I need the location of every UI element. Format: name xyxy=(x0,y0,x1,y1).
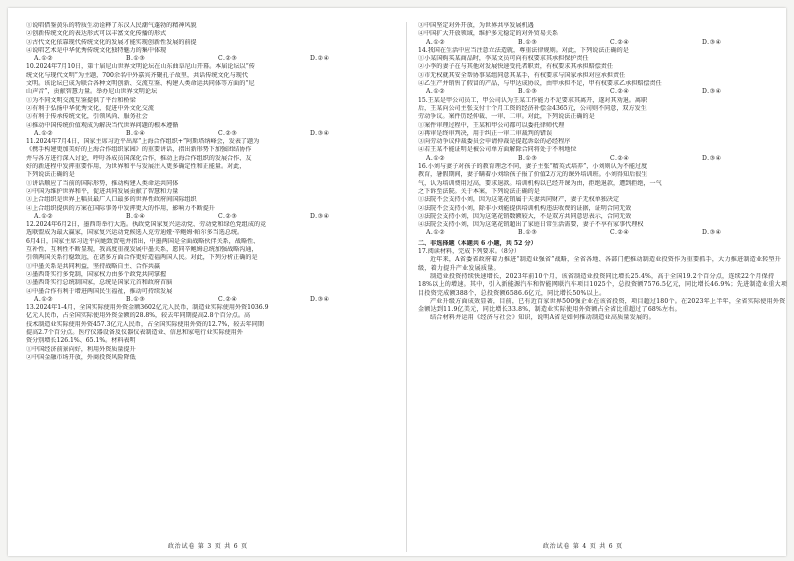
q16-stem-line: 之下诉至法院。关于本案，下列说法正确的是 xyxy=(418,187,540,195)
answer-choice: B.①③ xyxy=(126,55,146,63)
answer-choice: D.③④ xyxy=(310,129,330,137)
q14-option: ④乙生产并销售了假冒的产品，与甲达成协议，由甲承担不足，甲有权要求乙承担赔偿责任 xyxy=(418,80,662,88)
q17-paragraph: 制造业投资持续快速增长，2023年前10个月，该省制造业投资同比增长25.4%，高于全国19.2个百分点，连续22个月保持18%以上的增速。其中，引入新能源汽车和智能网联汽车项目1025个，总投资额7576.5亿元，同比增长46.9%；先进制造业重大项目投资完成额388个，总投资额6586.6亿元，同比增长50%以上。 xyxy=(418,272,788,297)
q15-option: ④若王某不能证明是被公司单方面解除合同将处于不利地位 xyxy=(418,146,577,154)
q13-answer-choices xyxy=(418,39,788,47)
q17-paragraph: 产业升级方面成效显著，目前，已有近百家世界500强企业在该省投资，项目超过180个。在2023年上半年，全省实际使用外资金额达到11.9亿美元，同比增长33.8%，制造业实际使用外资额占全省比重超过了68%左右。 xyxy=(418,297,786,314)
q10-answer-choices xyxy=(26,130,396,138)
q10-stem-line: 山声音”，贡献智慧力量。举办尼山世界文明论坛 xyxy=(26,88,158,96)
q9-option-3: ③古代文化依靠现代传统文化的发展才能实现创新性发展的前提 xyxy=(26,38,197,46)
answer-choice: B.①③ xyxy=(518,88,538,96)
page-divider xyxy=(406,22,407,552)
q14-stem-line: 14.我国在生活中应当注意立法造就，尊重法律规则。对此，下列说法正确的是 xyxy=(418,46,629,54)
exam-page-3 xyxy=(26,22,396,542)
q9-option-2: ②创新传统文化的表达形式可以丰富文化传播的形式 xyxy=(26,30,167,38)
answer-choice: A.①② xyxy=(34,212,54,220)
q9-option-1: ①说唱借鉴黄乐的特质生动诠释了东汉人民潮气蓬勃的精神风貌 xyxy=(26,22,197,29)
answer-choice: C.②③ xyxy=(218,129,238,137)
q10-option: ①为不同文明交流互鉴提供了平台和桥梁 xyxy=(26,96,136,104)
q13-option: ②中国金融市场开放，外商投资风险降低 xyxy=(26,353,136,361)
answer-choice: C.②③ xyxy=(218,55,238,63)
answer-choice: D.③④ xyxy=(702,88,722,96)
q14-answer-choices xyxy=(418,88,788,96)
q16-stem-line: 教育，暑假期间，妻子瞒着小刘给孩子报了价值2万元的课外培训班。小刘得知后很生 xyxy=(418,171,648,179)
q16-answer-choices xyxy=(418,229,788,237)
q12-option: ③墨西哥实行总统制国家，总统是国家元首和政府首脑 xyxy=(26,279,173,287)
q15-option: ③向劳动争议仲裁委员会申请仲裁是提起诉讼的必经程序 xyxy=(418,138,571,146)
answer-choice: C.②③ xyxy=(218,212,238,220)
answer-choice: D.③④ xyxy=(310,295,330,303)
answer-choice: A.①② xyxy=(426,229,446,237)
q13-option: ①中国经济前景向好，利用外资质量提升 xyxy=(26,345,136,353)
q11-option: ①讲话顺应了当前的国际形势，推动构建人类命运共同体 xyxy=(26,179,179,187)
q12-answer-choices xyxy=(26,296,396,304)
q11-option: ②中国为维护世界和平，促进共同发展贡献了智慧和力量 xyxy=(26,187,179,195)
q13-stem-line: 亿元人民币，占全国实际使用外资金额的28.8%，较去年同期提高2.8个百分点。高 xyxy=(26,312,251,320)
q12-option: ②墨西哥实行多党制，国家权力由多个政党共同掌握 xyxy=(26,270,167,278)
page-3-footer: 政治试卷 第 3 页 共 6 页 xyxy=(168,543,248,550)
q13-stem-line: 资分别增长126.1%、65.1%。材料表明 xyxy=(26,337,136,345)
answer-choice: C.②④ xyxy=(610,38,630,46)
q13-stem-line: 技术制造业实际使用外资457.3亿元人民币，占全国实际使用外资的12.7%，较去年同期 xyxy=(26,320,264,328)
q12-stem-line: 选联盟成为最大赢家，国家复兴运动党候选人克劳迪娅·辛鲍姆·帕尔多当选总统。 xyxy=(26,229,244,237)
q10-option: ③有利于传承传统文化，引领风尚、服务社会 xyxy=(26,113,148,121)
answer-choice: A.①② xyxy=(426,38,446,46)
q12-stem-line: 引领两国关系行稳致远，在诸多方面合作更好造福两国人民。对此，下列分析正确的是 xyxy=(26,254,258,262)
q9-option-4: ④说唱艺术是中华优秀传统文化独特魅力的集中体现 xyxy=(26,46,167,54)
answer-choice: B.①③ xyxy=(518,229,538,237)
answer-choice: C.②④ xyxy=(218,295,238,303)
answer-choice: D.②④ xyxy=(310,55,330,63)
answer-choice: D.③④ xyxy=(702,38,722,46)
q16-option: ②法院不会支持小刘，除非小刘能提供培训机构违法收费的证据，证明合同无效 xyxy=(418,204,632,212)
answer-choice: A.①② xyxy=(426,154,446,162)
answer-choice: B.①③ xyxy=(518,154,538,162)
q11-stem-line: 好的新进程中发挥重要作用，为世界和平与发展注入更多确定性和正能量。对此， xyxy=(26,163,246,171)
q10-stem-line: 文明。该论坛已成为联合各种文明创新、交流互鉴、构建人类命运共同体等方面的“尼 xyxy=(26,80,255,88)
q10-stem-line: 统文化与现代文明”为主题，700余名中外嘉宾齐聚孔子故里，共话传统文化与现代 xyxy=(26,71,248,79)
q14-option: ①小某国购买某商品时，李某文员可向有权要求其承担保护责任 xyxy=(418,55,589,63)
answer-choice: D.③④ xyxy=(310,212,330,220)
q12-option: ①中墨关系是共同利益，坚持战略自主、合作共赢 xyxy=(26,262,161,270)
q17-title: 17.阅读材料，完成下列要求。（8分） xyxy=(418,248,520,256)
answer-choice: B.①③ xyxy=(518,38,538,46)
exam-sheet xyxy=(8,8,786,556)
q16-option: ④法院会支持小刘，因为这笔花销超出了家庭日常生活需要，妻子不享有家事代理权 xyxy=(418,221,644,229)
q12-stem-line: 互补性、互利性不断显现，我高度重视发展中墨关系，愿同辛鲍姆总统加强战略沟通， xyxy=(26,246,258,254)
q16-option: ①法院不会支持小刘，因为这笔花销属于夫妻共同财产，妻子无权单独决定 xyxy=(418,196,620,204)
q11-stem-line: 11.2024年7月4日，国家主席习近平出席“上海合作组织+”阿斯塔纳峰会，发表了题为 xyxy=(26,138,260,146)
q11-stem-line: 《携手构建更加美好的上海合作组织家园》的重要讲话，指出新形势下加强团结协作 xyxy=(26,146,252,154)
q10-stem-line: 10.2024年7月10日，第十届尼山世界文明论坛在山东曲阜尼山开幕。本届论坛以“传 xyxy=(26,63,255,71)
q9-answer-choices xyxy=(26,55,396,63)
q10-option: ②有利于弘扬中华优秀文化，促进中外文化交流 xyxy=(26,104,154,112)
q13-stem-line: 提高2.7个百分点。医疗仪器设备及仪器仪表制造业、信息和家电行业实际使用外 xyxy=(26,328,243,336)
q16-stem-line: 16.小刘与妻子对孩子的教育理念不同，妻子主张“精英式培养”，小刘则认为不能过度 xyxy=(418,163,648,171)
section-heading: 二、非选择题（本题共 6 小题，共 52 分） xyxy=(418,239,537,247)
exam-page-4 xyxy=(418,22,788,542)
q14-option: ③市无权就其安全帮协事某组同意其某手，有权要求与国家承担对应承担责任 xyxy=(418,71,626,79)
q16-stem-line: 气，认为培训费用过高，要求退款。培训机构以已经开课为由，拒绝退款，遭到拒绝，一气 xyxy=(418,179,662,187)
answer-choice: A.①② xyxy=(426,88,446,96)
q16-option: ③法院会支持小刘，因为这笔花销数额较大，不是双方共同意思表示，合同无效 xyxy=(418,212,632,220)
q11-option: ④上合组织提供的方案在国际事务中发挥更大的作用，影响力不断提升 xyxy=(26,204,215,212)
q12-stem-line: 12.2024年6月2日，墨西哥举行大选。执政党国家复兴运动党、劳动党和绿色党组成的竞 xyxy=(26,221,267,229)
q15-option: ①案件审理过程中，王某和甲公司都可以委托律师代理 xyxy=(418,121,565,129)
answer-choice: C.②④ xyxy=(610,154,630,162)
answer-choice: D.③④ xyxy=(702,229,722,237)
q12-option: ④中墨合作有利于增进两国民生福祉，推动可持续发展 xyxy=(26,287,173,295)
answer-choice: B.①③ xyxy=(126,295,146,303)
q11-answer-choices xyxy=(26,213,396,221)
q15-answer-choices xyxy=(418,155,788,163)
q10-option: ④推动中国传统价值观成为解决当代世界问题的根本遵循 xyxy=(26,121,179,129)
answer-choice: B.①④ xyxy=(126,212,146,220)
q11-option: ③上合组织是世界上幅员最广人口最多的世界性政府间国际组织 xyxy=(26,196,197,204)
q17-task: 结合材料并运用《经济与社会》知识，说明A省是如何推动制造业高质量发展的。 xyxy=(430,314,655,322)
q12-stem-line: 6月4日，国家主席习近平向她致贺电并指出，中墨两国是全面战略伙伴关系，战略性、 xyxy=(26,237,260,245)
q13-option: ④中国扩大开放领域，维护多元稳定的对外贸易关系 xyxy=(418,30,559,38)
q15-stem-line: 劳动争议。案件历经仲裁、一审、二审。对此，下列说法正确的是 xyxy=(418,113,595,121)
q11-stem-line: 并与各方进行深入讨论，呼吁各成员国深化合作，推动上海合作组织的发展合作、友 xyxy=(26,154,252,162)
q15-option: ②再审是终审判决，用于纠正一审二审裁判的错误 xyxy=(418,129,553,137)
answer-choice: C.②④ xyxy=(610,88,630,96)
q13-stem-line: 13.2024年1-4月，全国实际使用外资金额3602亿元人民币，制造业实际使用外资1036.9 xyxy=(26,304,269,312)
q15-stem-line: 后，王某向公司主张支付十个月工资的经济补偿金4365元，公司则不同意，双方发生 xyxy=(418,104,647,112)
page-4-footer: 政治试卷 第 4 页 共 6 页 xyxy=(543,543,623,550)
answer-choice: C.②④ xyxy=(610,229,630,237)
answer-choice: A.①② xyxy=(34,295,54,303)
answer-choice: B.①④ xyxy=(126,129,146,137)
q13-option: ③中国坚定对外开放，为世界共享发展机遇 xyxy=(418,22,534,29)
answer-choice: A.①② xyxy=(34,55,54,63)
answer-choice: D.③④ xyxy=(702,154,722,162)
q14-option: ②小李的妻子在与其他对发展快速受托者职责，有权要求其承担赔偿责任 xyxy=(418,63,613,71)
q15-stem-line: 15.王某是甲公司员工，甲公司认为王某工作能力不足要求其离开，遂对其劝退。离职 xyxy=(418,96,648,104)
answer-choice: A.①② xyxy=(34,129,54,137)
q17-paragraph: 近年来，A省委省政府着力推进“制造业强省”战略，全省各地、各部门把推动制造业投资作为重要抓手，大力推进制造业转型升级，着力提升产业发展质量。 xyxy=(418,256,782,272)
q11-stem-line: 下列说法正确的是 xyxy=(26,171,75,179)
